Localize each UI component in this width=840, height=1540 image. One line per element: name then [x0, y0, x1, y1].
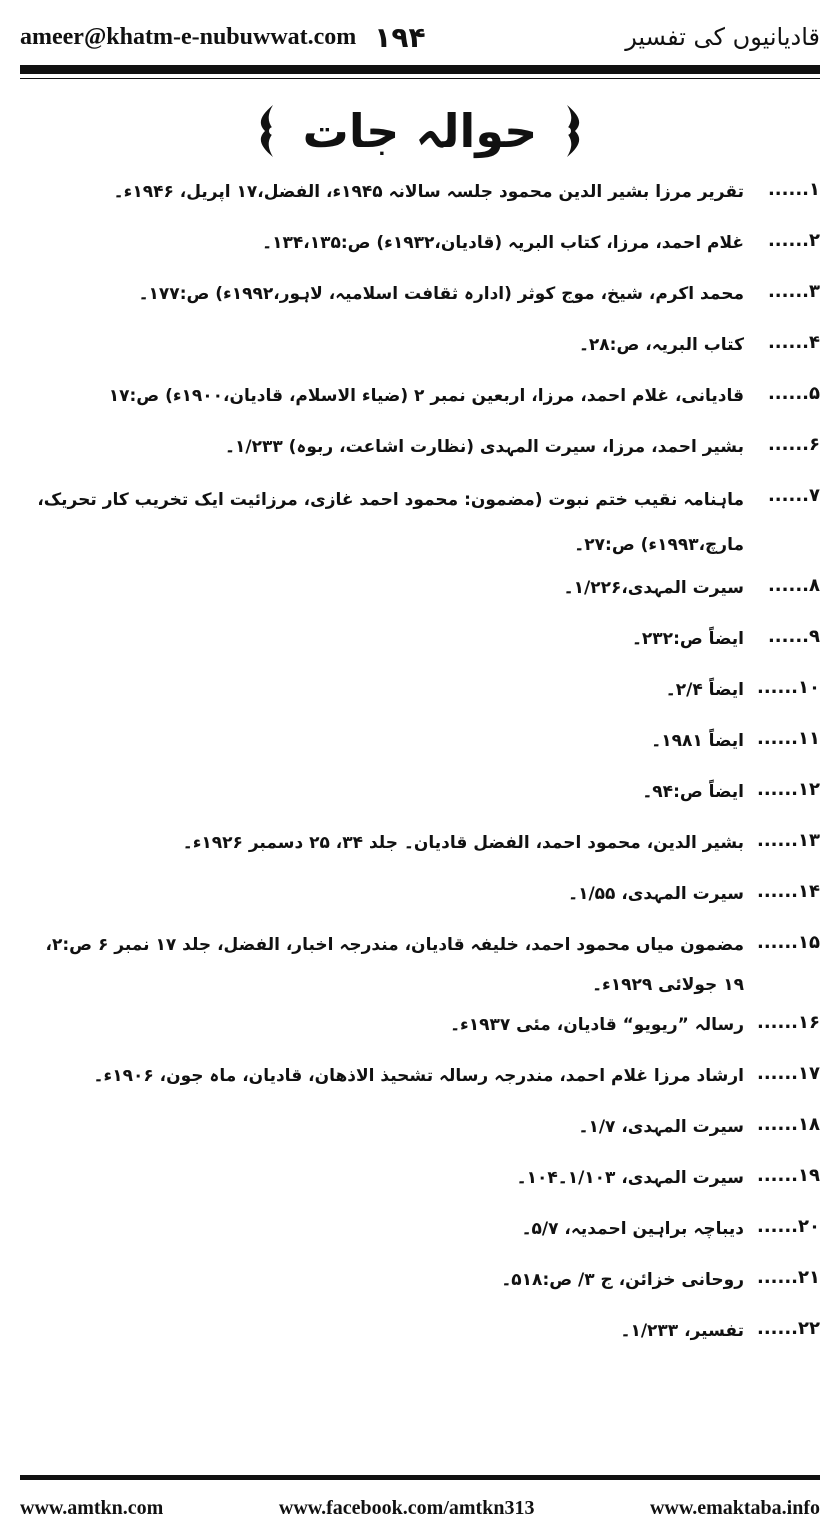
- reference-number: ۸......: [767, 575, 820, 596]
- reference-text: قادیانی، غلام احمد، مرزا، اربعین نمبر ۲ (ضیاء الاسلام، قادیان،۱۹۰۰ء) ص:۱۷: [108, 386, 744, 406]
- header-left-group: [20, 21, 426, 54]
- footer-rule: [20, 1475, 820, 1480]
- reference-text: روحانی خزائن، ج ۳/ ص:۵۱۸۔: [501, 1270, 744, 1290]
- reference-number: ۷......: [767, 485, 820, 506]
- reference-list: [20, 172, 820, 1362]
- reference-item-16: [20, 1005, 820, 1056]
- reference-number: ۲۱......: [756, 1267, 820, 1288]
- reference-item-22: [20, 1311, 820, 1362]
- reference-number: ۱......: [767, 179, 820, 200]
- reference-text: محمد اکرم، شیخ، موج کوثر (ادارہ ثقافت اسلامیہ، لاہور،۱۹۹۲ء) ص:۱۷۷۔: [138, 284, 744, 304]
- reference-item-2: [20, 223, 820, 274]
- reference-item-9: [20, 619, 820, 670]
- reference-item-8: [20, 568, 820, 619]
- reference-text: سیرت المہدی،۱/۲۲۶۔: [563, 578, 744, 598]
- reference-number: ۲۲......: [756, 1318, 820, 1339]
- footer-link-emaktaba[interactable]: www.emaktaba.info: [649, 1496, 820, 1519]
- left-ornament-icon: [251, 103, 295, 159]
- page-number: ۱۹۴: [374, 20, 426, 54]
- reference-item-19: [20, 1158, 820, 1209]
- reference-item-10: [20, 670, 820, 721]
- footer-link-facebook[interactable]: www.facebook.com/amtkn313: [278, 1496, 535, 1519]
- reference-number: ۱۸......: [756, 1114, 820, 1135]
- reference-item-17: [20, 1056, 820, 1107]
- reference-number: ۵......: [767, 383, 820, 404]
- references-heading: حوالہ جات: [302, 104, 538, 158]
- reference-text: تفسیر، ۱/۲۳۳۔: [620, 1321, 744, 1341]
- reference-number: ۹......: [767, 626, 820, 647]
- reference-item-12: [20, 772, 820, 823]
- reference-item-11: [20, 721, 820, 772]
- reference-item-6: [20, 427, 820, 478]
- reference-number: ۴......: [767, 332, 820, 353]
- reference-item-20: [20, 1209, 820, 1260]
- reference-text: رسالہ ”ریویو“ قادیان، مئی ۱۹۳۷ء۔: [450, 1015, 744, 1035]
- reference-text: بشیر احمد، مرزا، سیرت المہدی (نظارت اشاعت، ربوہ) ۱/۲۳۳۔: [225, 437, 744, 457]
- section-title: [0, 92, 840, 170]
- reference-text: سیرت المہدی، ۱/۵۵۔: [568, 884, 744, 904]
- reference-text: سیرت المہدی، ۱/۷۔: [578, 1117, 744, 1137]
- book-title: قادیانیوں کی تفسیر: [625, 23, 820, 51]
- right-ornament-icon: [545, 103, 589, 159]
- footer-link-amtkn[interactable]: www.amtkn.com: [20, 1496, 164, 1519]
- reference-number: ۱۲......: [756, 779, 820, 800]
- reference-text: ایضاً ۲/۴۔: [665, 680, 744, 700]
- reference-item-7: [20, 478, 820, 568]
- header-email: ameer@khatm-e-nubuwwat.com: [20, 23, 357, 50]
- header-rule-thin: [20, 78, 820, 79]
- page-footer: [20, 1493, 820, 1523]
- reference-text: ارشاد مرزا غلام احمد، مندرجہ رسالہ تشحیذ الاذھان، قادیان، ماہ جون، ۱۹۰۶ء۔: [93, 1066, 744, 1086]
- reference-number: ۱۳......: [756, 830, 820, 851]
- reference-number: ۶......: [767, 434, 820, 455]
- reference-item-3: [20, 274, 820, 325]
- reference-number: ۱۷......: [756, 1063, 820, 1084]
- reference-text: ماہنامہ نقیب ختم نبوت (مضمون: محمود احمد غازی، مرزائیت ایک تخریب کار تحریک، مارچ،۱۹۹۳ء) ص:۲۷۔: [37, 490, 744, 555]
- reference-text: دیباچہ براہین احمدیہ، ۵/۷۔: [521, 1219, 744, 1239]
- reference-text: ایضاً ص:۹۴۔: [642, 782, 744, 802]
- reference-text: سیرت المہدی، ۱/۱۰۳۔۱۰۴۔: [516, 1168, 744, 1188]
- reference-item-1: [20, 172, 820, 223]
- header-rule-thick: [20, 65, 820, 74]
- reference-number: ۱۵......: [756, 932, 820, 953]
- reference-number: ۱۶......: [756, 1012, 820, 1033]
- reference-text: کتاب البریہ، ص:۲۸۔: [578, 335, 744, 355]
- reference-number: ۱۴......: [756, 881, 820, 902]
- reference-item-13: [20, 823, 820, 874]
- reference-item-21: [20, 1260, 820, 1311]
- reference-item-5: [20, 376, 820, 427]
- reference-number: ۲۰......: [756, 1216, 820, 1237]
- reference-number: ۱۰......: [756, 677, 820, 698]
- reference-text: غلام احمد، مرزا، کتاب البریہ (قادیان،۱۹۳۲ء) ص:۱۳۴،۱۳۵۔: [262, 233, 744, 253]
- reference-text: تقریر مرزا بشیر الدین محمود جلسہ سالانہ ۱۹۴۵ء، الفضل،۱۷ اپریل، ۱۹۴۶ء۔: [113, 182, 744, 202]
- reference-item-18: [20, 1107, 820, 1158]
- reference-number: ۱۹......: [756, 1165, 820, 1186]
- reference-number: ۲......: [767, 230, 820, 251]
- reference-item-15: [20, 925, 820, 1005]
- reference-number: ۱۱......: [756, 728, 820, 749]
- reference-number: ۳......: [767, 281, 820, 302]
- reference-item-14: [20, 874, 820, 925]
- reference-text: ایضاً ۱۹۸۱۔: [651, 731, 744, 751]
- reference-text: ایضاً ص:۲۳۲۔: [631, 629, 744, 649]
- page-header: [20, 10, 820, 64]
- reference-text: مضمون میاں محمود احمد، خلیفہ قادیان، مندرجہ اخبار، الفضل، جلد ۱۷ نمبر ۶ ص:۲، ۱۹ جولائی ۱۹۲۹ء۔: [45, 935, 744, 995]
- reference-text: بشیر الدین، محمود احمد، الفضل قادیان۔ جلد ۳۴، ۲۵ دسمبر ۱۹۲۶ء۔: [182, 833, 744, 853]
- reference-item-4: [20, 325, 820, 376]
